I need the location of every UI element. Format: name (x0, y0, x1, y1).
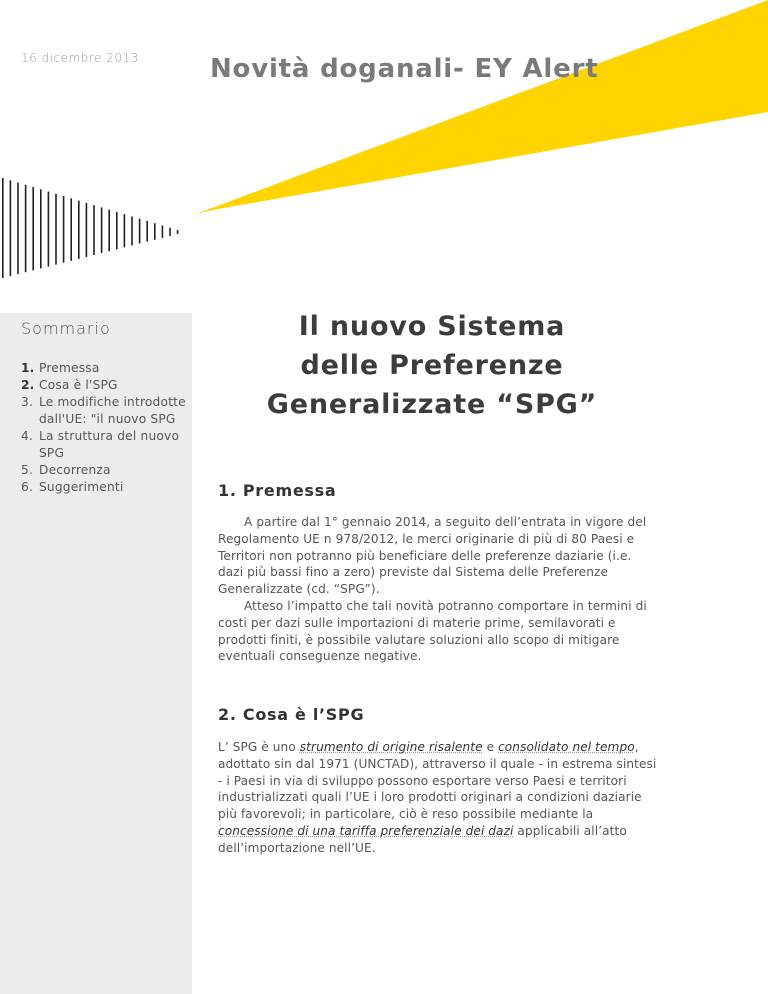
text-run: applicabili all’atto dell’importazione nell’UE. (218, 823, 627, 855)
header-title: Novità doganali- EY Alert (210, 54, 599, 84)
stripe-bar (108, 210, 110, 252)
toc-item-number: 3. (21, 395, 34, 409)
article-title-line: delle Preferenze (300, 350, 564, 381)
stripe-bar (10, 180, 12, 276)
toc-item-cosa-e-spg[interactable] (21, 377, 187, 394)
stripe-bar (177, 230, 179, 234)
stripe-bar (48, 192, 50, 267)
emphasis-text: consolidato nel tempo (498, 740, 635, 754)
yellow-beam-shape (196, 0, 768, 214)
stripe-bar (116, 212, 118, 249)
stripe-bar (139, 219, 141, 244)
toc-item-suggerimenti[interactable] (21, 479, 187, 496)
toc-item-number: 1. (21, 361, 35, 375)
paragraph (218, 739, 658, 857)
toc-item-label: Decorrenza (39, 463, 111, 477)
emphasis-text: strumento di origine risalente (299, 740, 483, 754)
toc-item-modifiche[interactable] (21, 394, 187, 428)
section-heading-cosa-e-spg: 2. Cosa è l’SPG (218, 705, 365, 724)
paragraph: A partire dal 1° gennaio 2014, a seguito dell’entrata in vigore del Regolamento UE n 978/2012, le merci originarie di più di 80 Paesi e Territori non potranno più beneficiare delle preferenze daziarie (i.e. dazi più bassi fino a zero) previste dal Sistema delle Preferenze Generalizzate (cd. “SPG”). (218, 515, 647, 597)
stripe-bar (17, 183, 19, 275)
stripe-bar (101, 207, 103, 253)
paragraph: Atteso l’impatto che tali novità potranno comportare in termini di costi per dazi sulle importazioni di materie prime, semilavorati e prodotti finiti, è possibile valutare soluzioni allo scopo di mitigare eventuali conseguenze negative. (218, 598, 647, 664)
stripe-bar (131, 216, 133, 245)
toc-item-label: Cosa è l'SPG (39, 378, 118, 392)
stripe-bar (154, 223, 156, 240)
text-run: L’ SPG è uno (218, 740, 300, 754)
emphasis-text: concessione di una tariffa preferenziale dei dazi (218, 823, 514, 838)
toc-item-premessa[interactable] (21, 360, 187, 377)
toc-item-label: Premessa (39, 361, 100, 375)
stripe-bar (146, 221, 148, 242)
stripe-bar (86, 203, 88, 257)
section-body-cosa-e-spg (218, 739, 658, 857)
section-body-premessa (218, 514, 658, 665)
summary-title: Sommario (21, 319, 111, 338)
toc-item-label: Suggerimenti (39, 480, 124, 494)
text-run: e (482, 740, 499, 754)
stripe-bar (162, 225, 164, 237)
toc-item-number: 6. (21, 480, 34, 494)
stripe-bar (2, 178, 4, 278)
vertical-stripes-graphic (0, 178, 200, 278)
toc-item-label: La struttura del nuovo SPG (39, 429, 180, 460)
stripe-bar (124, 214, 126, 247)
stripe-bar (70, 198, 72, 260)
article-title (242, 307, 622, 424)
toc-item-label: Le modifiche introdotte dall'UE: "il nuovo SPG (39, 395, 186, 426)
toc-item-decorrenza[interactable] (21, 462, 187, 479)
stripe-bar (169, 228, 171, 236)
table-of-contents (21, 360, 187, 496)
article-title-line: Generalizzate “SPG” (266, 389, 598, 420)
toc-item-number: 2. (21, 378, 35, 392)
text-run: , adottato sin dal 1971 (UNCTAD), attraverso il quale - in estrema sintesi - i Paesi in via di sviluppo possono esportare verso Paesi e territori industrializzati quali l’UE i loro prodotti originari a condizioni daziarie più favorevoli; in particolare, ciò è reso possibile mediante la (218, 740, 657, 822)
stripe-bar (40, 189, 42, 268)
issue-date: 16 dicembre 2013 (21, 51, 139, 65)
stripe-bar (78, 201, 80, 259)
stripe-bar (55, 194, 57, 265)
stripe-bar (25, 185, 27, 272)
toc-item-number: 5. (21, 463, 34, 477)
toc-item-number: 4. (21, 429, 34, 443)
section-heading-premessa: 1. Premessa (218, 481, 337, 500)
toc-item-struttura[interactable] (21, 428, 187, 462)
stripe-bar (63, 196, 65, 263)
stripe-bar (32, 187, 34, 270)
article-title-line: Il nuovo Sistema (298, 311, 566, 342)
stripe-bar (93, 205, 95, 255)
